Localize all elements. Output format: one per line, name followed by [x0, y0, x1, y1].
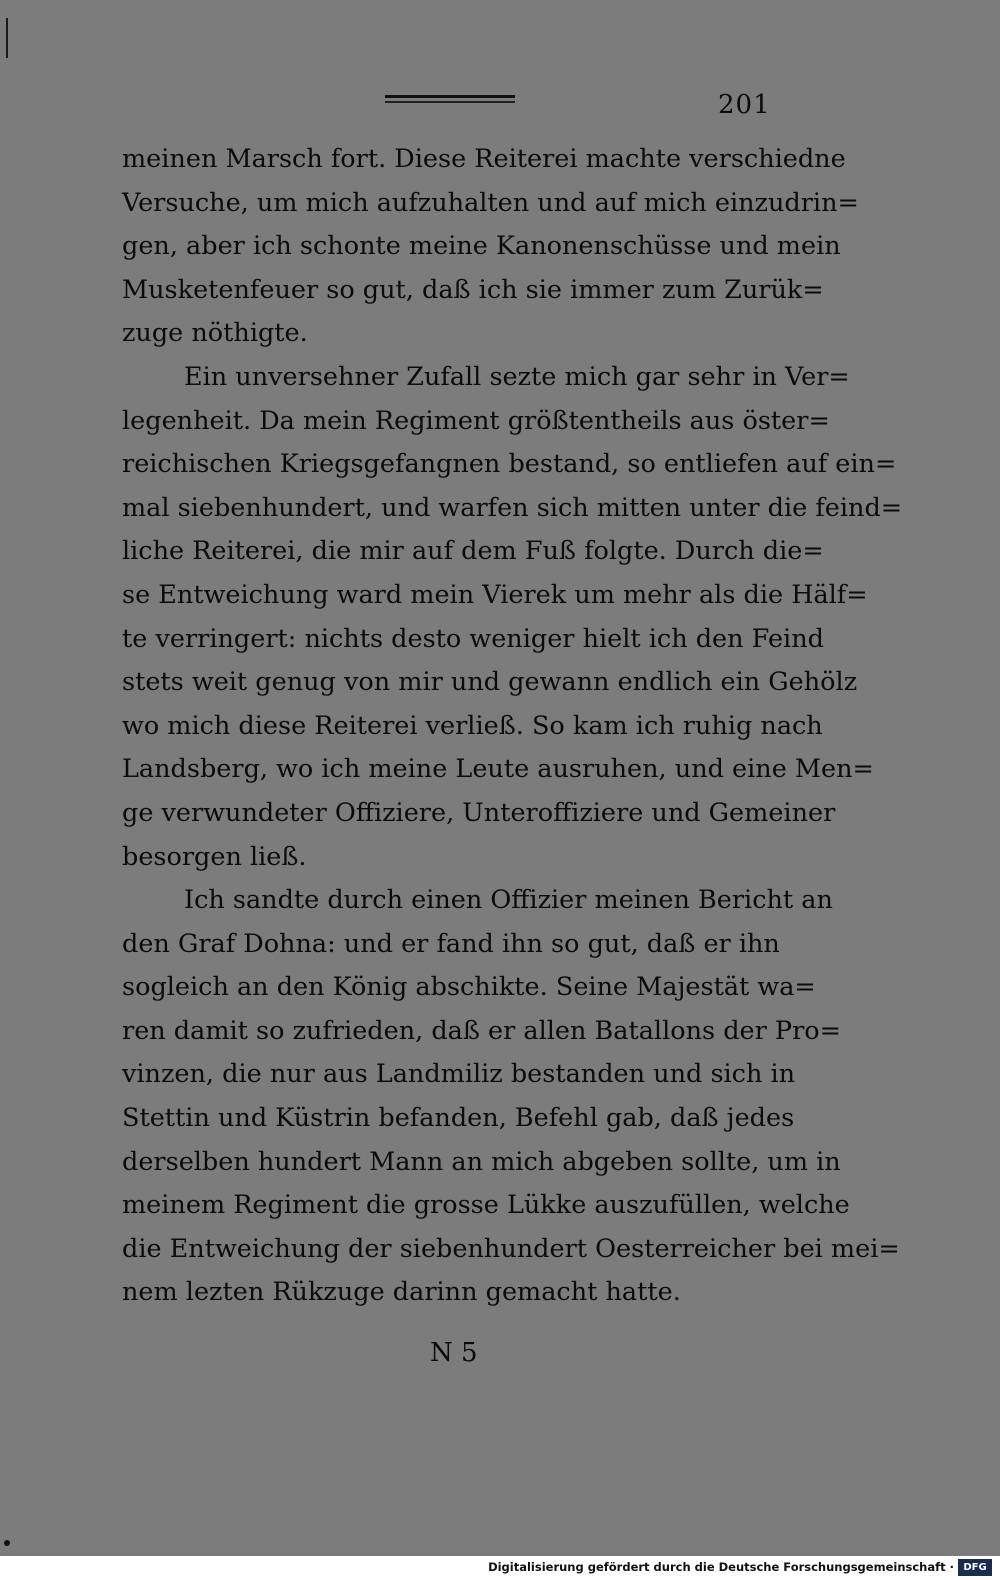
text-line: Versuche, um mich aufzuhalten und auf mich einzudrin= [122, 187, 859, 218]
text-line: sogleich an den König abschikte. Seine Majestät wa= [122, 972, 816, 1003]
text-line: stets weit genug von mir und gewann endlich ein Gehölz [122, 667, 858, 698]
text-line: nem lezten Rükzuge darinn gemacht hatte. [122, 1277, 681, 1308]
digitization-footer [0, 1556, 1000, 1580]
text-line: besorgen ließ. [122, 841, 307, 872]
text-line: gen, aber ich schonte meine Kanonenschüsse und mein [122, 231, 841, 262]
text-line: zuge nöthigte. [122, 318, 308, 349]
text-line: mal siebenhundert, und warfen sich mitten unter die feind= [122, 492, 903, 523]
text-line: ren damit so zufrieden, daß er allen Batallons der Pro= [122, 1015, 841, 1046]
text-line: Musketenfeuer so gut, daß ich sie immer zum Zurük= [122, 274, 824, 305]
header-rule [385, 95, 515, 105]
text-line: Stettin und Küstrin befanden, Befehl gab, daß jedes [122, 1103, 795, 1134]
text-line: te verringert: nichts desto weniger hielt ich den Feind [122, 623, 824, 654]
text-line: wo mich diese Reiterei verließ. So kam ich ruhig nach [122, 710, 823, 741]
page-number: 201 [718, 90, 771, 120]
text-line: die Entweichung der siebenhundert Oesterreicher bei mei= [122, 1233, 900, 1264]
text-line: ge verwundeter Offiziere, Unteroffiziere und Gemeiner [122, 797, 836, 828]
paragraph-start-line: Ich sandte durch einen Offizier meinen Bericht an [184, 885, 833, 916]
text-line: derselben hundert Mann an mich abgeben sollte, um in [122, 1146, 841, 1177]
text-line: legenheit. Da mein Regiment größtentheils aus öster= [122, 405, 830, 436]
paragraph-start-line: Ein unversehner Zufall sezte mich gar sehr in Ver= [184, 361, 850, 392]
page-edge-mark [6, 18, 8, 58]
funding-notice: Digitalisierung gefördert durch die Deutsche Forschungsgemeinschaft · [488, 1560, 954, 1574]
text-line: reichischen Kriegsgefangnen bestand, so entliefen auf ein= [122, 449, 897, 480]
text-line: Landsberg, wo ich meine Leute ausruhen, und eine Men= [122, 754, 874, 785]
text-line: meinem Regiment die grosse Lükke auszufüllen, welche [122, 1190, 850, 1221]
dfg-logo-icon: DFG [958, 1559, 992, 1576]
page-edge-dot [4, 1540, 10, 1546]
text-line: vinzen, die nur aus Landmiliz bestanden und sich in [122, 1059, 796, 1090]
body-text [122, 138, 903, 1315]
signature-mark: N 5 [430, 1338, 478, 1368]
text-line: liche Reiterei, die mir auf dem Fuß folgte. Durch die= [122, 536, 824, 567]
text-line: se Entweichung ward mein Vierek um mehr als die Hälf= [122, 579, 868, 610]
text-line: den Graf Dohna: und er fand ihn so gut, daß er ihn [122, 928, 780, 959]
text-line: meinen Marsch fort. Diese Reiterei machte verschiedne [122, 144, 846, 174]
